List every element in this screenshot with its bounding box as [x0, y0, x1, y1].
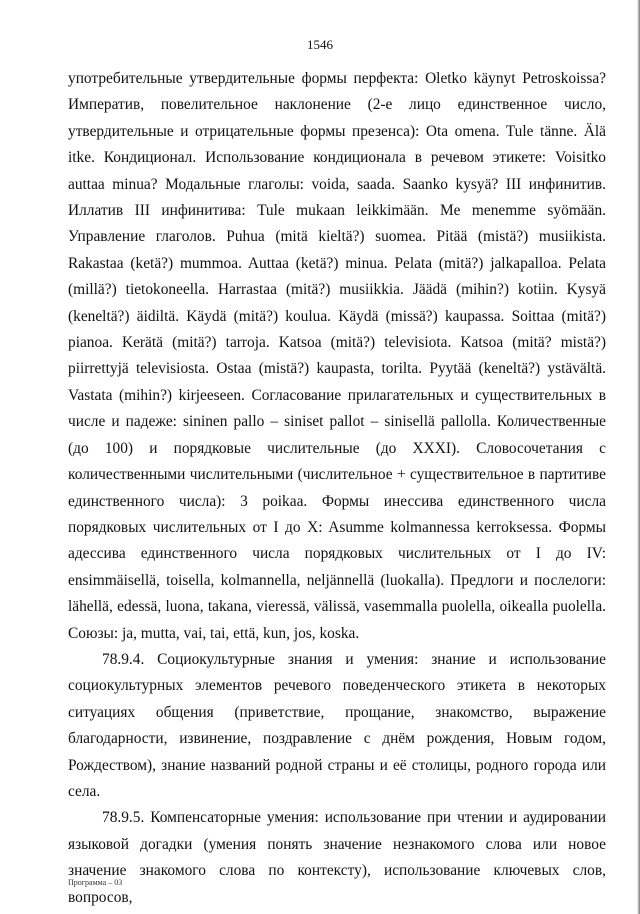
paragraph-sociocultural-skills: 78.9.4. Социокультурные знания и умения: знание и использование социокультурных элементов речевого поведенческого этикета в некоторых ситуациях общения (приветствие, прощание, знакомство, выражение благодарности, извинение, поздравление с днём рождения, Новым годом, Рождеством), знание названий родной страны и её столицы, родного города или села.	[68, 650, 606, 800]
page-number: 1546	[307, 37, 333, 52]
paragraph-grammar: употребительные утвердительные формы перфекта: Oletko käynyt Petroskoissa? Императив, повелительное наклонение (2-е лицо единственное число, утвердительные и отрицательные формы презенса): Ota omena. Tule tänne. Älä itke. Кондиционал. Использование кондиционала в речевом этикете: Voisitko auttaa minua? Модальные глаголы: voida, saada. Saanko kysyä? III инфинитив. Иллатив III инфинитива: Tule mukaan leikkimään. Me menemme syömään. Управление глаголов. Puhua (mitä kieltä?) suomea. Pitää (mistä?) musiikista. Rakastaa (ketä?) mummoa. Auttaa (ketä?) minua. Pelata (mitä?) jalkapalloa. Pelata (millä?) tietokoneella. Harrastaa (mitä?) musiikkia. Jäädä (mihin?) kotiin. Kysyä (keneltä?) äidiltä. Käydä (mitä?) koulua. Käydä (missä?) kaupassa. Soittaa (mitä?) pianoa. Kerätä (mitä?) tarroja. Katsoa (mitä?) televisiota. Katsoa (mitä? mistä?) piirrettyjä televisiosta. Ostaa (mistä?) kaupasta, torilta. Pyytää (keneltä?) ystävältä. Vastata (mihin?) kirjeeseen. Согласование прилагательных и существительных в числе и падеже: sininen pallo – siniset pallot – sinisellä pallolla. Количественные (до 100) и порядковые числительные (до XXXI). Словосочетания с количественными числительными (числительное + существительное в партитиве единственного числа): 3 poikaa. Формы инессива единственного числа порядковых числительных от I до X: Asumme kolmannessa kerroksessa. Формы адессива единственного числа порядковых числительных от I до IV: ensimmäisellä, toisella, kolmannella, neljännellä (luokalla). Предлоги и послелоги: lähellä, edessä, luona, takana, vieressä, välissä, vasemmalla puolella, oikealla puolella. Союзы: ja, mutta, vai, tai, että, kun, jos, koska.	[68, 70, 606, 642]
document-body	[68, 66, 606, 911]
page-footer: Программа – 03	[68, 878, 123, 887]
paragraph-compensatory-skills: 78.9.5. Компенсаторные умения: использование при чтении и аудировании языковой догадки (умения понять значение незнакомого слова или новое значение знакомого слова по контексту), использование ключевых слов, вопросов,	[68, 809, 606, 906]
